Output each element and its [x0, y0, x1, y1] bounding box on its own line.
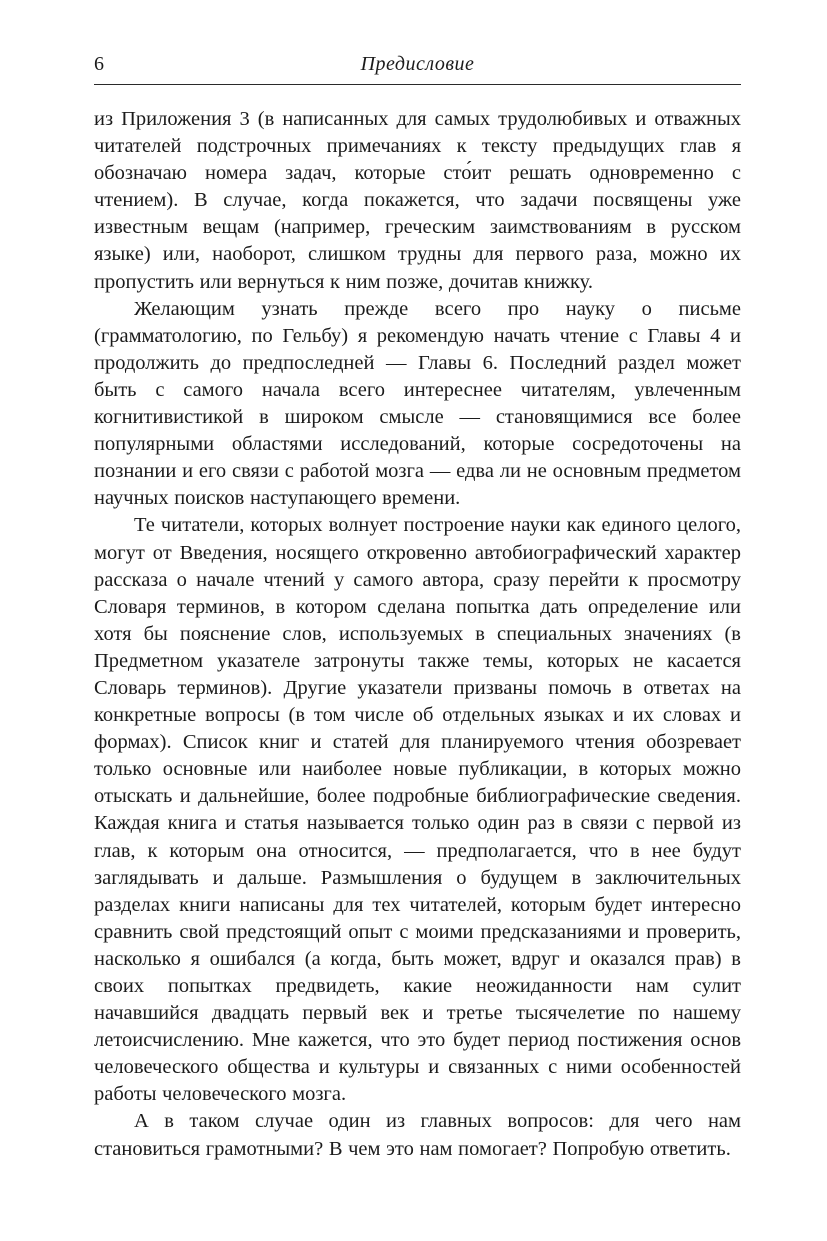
running-title: Предисловие — [360, 53, 475, 75]
page-number: 6 — [94, 53, 104, 75]
page-header — [94, 50, 741, 78]
paragraph: А в таком случае один из главных вопросов: для чего нам становиться грамотными? В чем это нам помогает? Попробую ответить. — [94, 1110, 741, 1160]
paragraph: из Приложения 3 (в написанных для самых трудолюбивых и отважных читателей подстрочных примечаниях к тексту предыдущих глав я обозначаю номера задач, которые сто́ит решать одновременно с чтением). В случае, когда покажется, что задачи посвящены уже известным вещам (например, греческим заимствованиям в русском языке) или, наоборот, слишком трудны для первого раза, можно их пропустить или вернуться к ним позже, дочитав книжку. — [94, 108, 741, 293]
paragraph: Те читатели, которых волнует построение науки как единого целого, могут от Введения, носящего откровенно автобиографический характер рассказа о начале чтений у самого автора, сразу перейти к просмотру Словаря терминов, в котором сделана попытка дать определение или хотя бы пояснение слов, используемых в специальных значениях (в Предметном указателе затронуты также темы, которых не касается Словарь терминов). Другие указатели призваны помочь в ответах на конкретные вопросы (в том числе об отдельных языках и их словах и формах). Список книг и статей для планируемого чтения обозревает только основные или наиболее новые публикации, в которых можно отыскать и дальнейшие, более подробные библиографические сведения. Каждая книга и статья называется только один раз в связи с первой из глав, к которым она относится, — предполагается, что в нее будут заглядывать и дальше. Размышления о будущем в заключительных разделах книги написаны для тех читателей, которым будет интересно сравнить свой предстоящий опыт с моими предсказаниями и проверить, насколько я ошибался (а когда, быть может, вдруг и оказался прав) в своих попытках предвидеть, какие неожиданности нам сулит начавшийся двадцать первый век и третье тысячелетие по нашему летоисчислению. Мне кажется, что это будет период постижения основ человеческого общества и культуры и связанных с ними особенностей работы человеческого мозга. — [94, 514, 741, 1106]
paragraph: Желающим узнать прежде всего про науку о письме (грамматологию, по Гельбу) я рекомендую начать чтение с Главы 4 и продолжить до предпоследней — Главы 6. Последний раздел может быть с самого начала всего интереснее читателям, увлеченным когнитивистикой в широком смысле — становящимися все более популярными областями исследований, которые сосредоточены на познании и его связи с работой мозга — едва ли не основным предметом научных поисков наступающего времени. — [94, 297, 741, 510]
header-rule — [94, 84, 741, 85]
page-body — [94, 106, 741, 1163]
